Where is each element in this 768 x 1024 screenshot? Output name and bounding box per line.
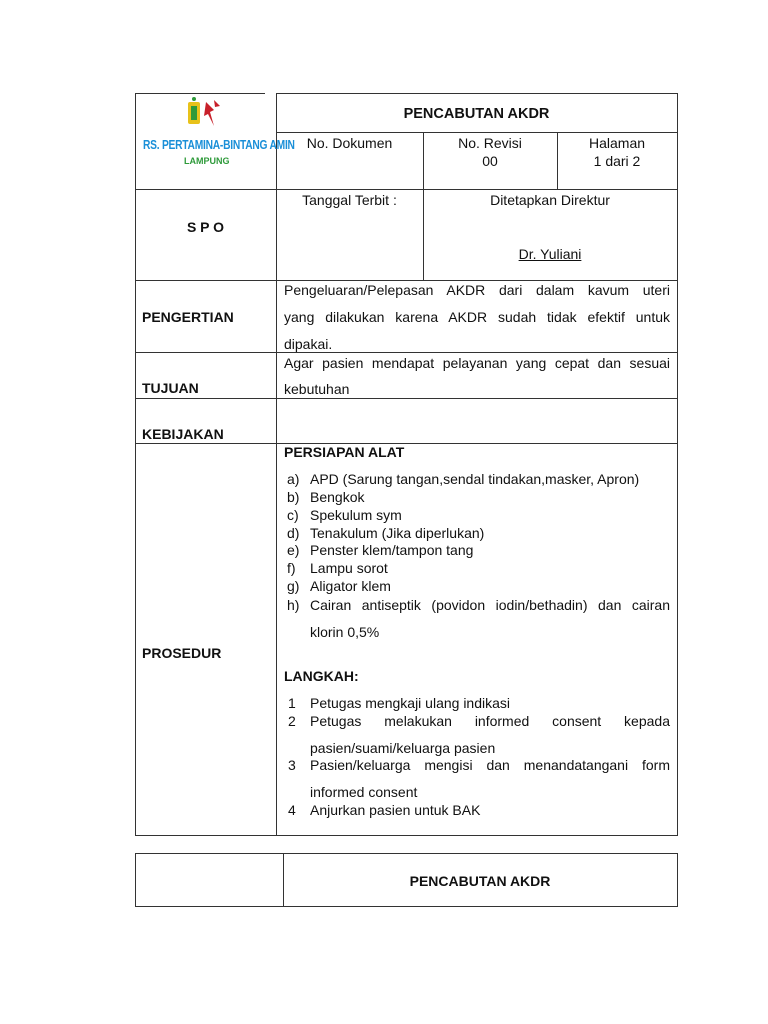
alat-marker: d) [287,525,300,541]
tujuan-line-2: kebutuhan [284,381,350,397]
alat-marker: b) [287,489,300,505]
hospital-logo [140,96,295,186]
alat-marker: f) [287,560,296,576]
langkah-marker: 4 [288,802,296,818]
langkah-marker: 2 [288,713,296,729]
no-revisi-label: No. Revisi [458,135,522,151]
pengertian-line-3: dipakai. [284,336,333,352]
alat-item: Lampu sorot [310,560,388,576]
alat-marker: g) [287,578,300,594]
table-top-border [276,93,678,94]
alat-item: Spekulum sym [310,507,402,523]
table-left-border [135,93,136,836]
logo-cell-top-border [135,93,265,94]
halaman-label: Halaman [588,135,646,151]
langkah-item-continuation: informed consent [310,784,418,800]
footer-table-top [135,853,678,854]
tujuan-line-1: Agar pasien mendapat pelayanan yang cepat dan sesuai [284,355,670,371]
tujuan-row-bottom [135,398,678,399]
kebijakan-label: KEBIJAKAN [142,426,224,442]
alat-item: Penster klem/tampon tang [310,542,474,558]
footer-table-right [677,853,678,907]
tanggal-terbit-label: Tanggal Terbit : [302,192,397,208]
ditetapkan-label: Ditetapkan Direktur [490,192,610,208]
table-bottom-border [135,835,678,836]
logo-emblem-icon [184,96,224,132]
logo-city: LAMPUNG [184,156,230,166]
no-revisi-value: 00 [482,153,498,169]
langkah-item-continuation: pasien/suami/keluarga pasien [310,740,496,756]
director-name [423,245,677,263]
pengertian-label: PENGERTIAN [142,309,234,325]
langkah-item: Anjurkan pasien untuk BAK [310,802,481,818]
alat-marker: e) [287,542,300,558]
langkah-item: Petugas melakukan informed consent kepada [310,713,670,729]
halaman-value: 1 dari 2 [593,153,641,169]
alat-item: Bengkok [310,489,365,505]
alat-item: APD (Sarung tangan,sendal tindakan,masker, Apron) [310,471,640,487]
logo-hospital-name: RS. PERTAMINA-BINTANG AMIN [143,138,295,152]
langkah-marker: 3 [288,757,296,773]
pengertian-line-2: yang dilakukan karena AKDR sudah tidak efektif untuk [284,309,670,325]
footer-table-bottom [135,906,678,907]
langkah-heading: LANGKAH: [284,668,359,684]
footer-table-title: PENCABUTAN AKDR [409,873,551,889]
persiapan-alat-heading: PERSIAPAN ALAT [284,444,405,460]
alat-marker: a) [287,471,300,487]
langkah-item: Petugas mengkaji ulang indikasi [310,695,511,711]
footer-table-left [135,853,136,907]
tujuan-label: TUJUAN [142,380,199,396]
kebijakan-row-bottom [135,443,678,444]
pengertian-line-1: Pengeluaran/Pelepasan AKDR dari dalam kavum uteri [284,282,670,298]
alat-item-continuation: klorin 0,5% [310,624,380,640]
no-dokumen-label: No. Dokumen [306,135,393,151]
prosedur-label: PROSEDUR [142,645,222,661]
header-row-bottom [135,189,678,190]
alat-item: Aligator klem [310,578,391,594]
spo-label: S P O [186,219,225,235]
document-title: PENCABUTAN AKDR [403,106,550,122]
alat-marker: c) [287,507,299,523]
alat-item: Tenakulum (Jika diperlukan) [310,525,485,541]
alat-item: Cairan antiseptik (povidon iodin/bethadin) dan cairan [310,597,670,613]
pengertian-row-bottom [135,352,678,353]
table-right-border [677,93,678,836]
director-name-text: Dr. Yuliani [518,246,582,262]
alat-marker: h) [287,597,300,613]
title-row-bottom [276,132,678,133]
langkah-marker: 1 [288,695,296,711]
langkah-item: Pasien/keluarga mengisi dan menandatangani form [310,757,670,773]
